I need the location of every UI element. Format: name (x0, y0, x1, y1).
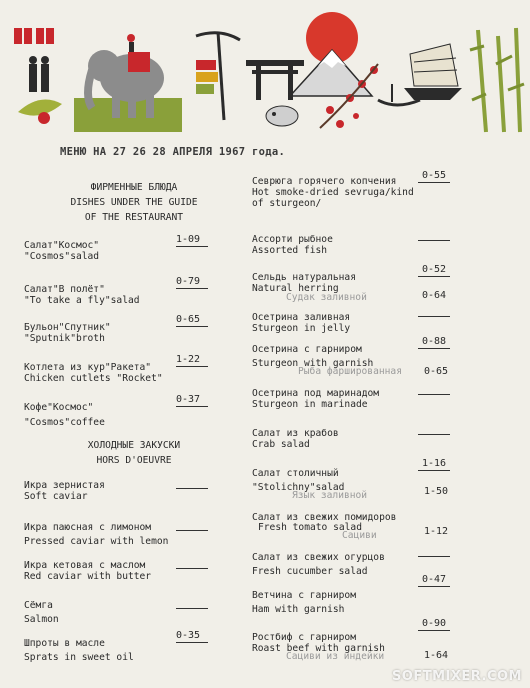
section-hors-doeuvre (24, 438, 244, 468)
section-title-en-1: DISHES UNDER THE GUIDE (70, 197, 198, 208)
menu-item: Осетрина с гарниром Sturgeon with garnish Рыба фаршированная 0-88 0-65 (252, 336, 449, 377)
menu-date-line: МЕНЮ НА 27 26 28 АПРЕЛЯ 1967 года. (60, 146, 286, 158)
price: 0-90 (422, 618, 447, 629)
price: 0-65 (424, 366, 449, 377)
menu-item: Икра паюсная с лимоном Pressed caviar with lemon (24, 522, 244, 547)
price: 0-79 (176, 276, 201, 287)
section-title-en: HORS D'OEUVRE (96, 455, 172, 466)
price: 0-52 (422, 264, 447, 275)
menu-item: Осетрина заливная Sturgeon in jelly (252, 312, 514, 334)
menu-item: Шпроты в масле Sprats in sweet oil 0-35 (24, 638, 244, 663)
price: 1-09 (176, 234, 201, 245)
menu-item: Котлета из кур"Ракета" Chicken cutlets "Rocket" 1-22 (24, 362, 244, 384)
menu-item: Ассорти рыбное Assorted fish (252, 234, 514, 256)
mountain-icon (290, 50, 372, 96)
menu-item: Салат из свежих огурцов Fresh cucumber salad (252, 552, 514, 577)
menu-item: Салат столичный "Stolichny"salad Язык заливной 1-16 1-50 (252, 458, 449, 501)
menu-item: Салат"Космос" "Cosmos"salad 1-09 (24, 240, 244, 262)
price: 1-16 (422, 458, 447, 469)
flags-icon (196, 60, 218, 94)
section-specialties (24, 180, 244, 225)
illustrated-banner (0, 0, 530, 140)
red-flag-icon (14, 28, 22, 44)
menu-item: Салат из свежих помидоров Fresh tomato salad Сациви 1-12 (252, 512, 449, 541)
bamboo-icon (470, 28, 524, 132)
figures-icon (29, 56, 49, 92)
price: 1-64 (424, 650, 449, 661)
menu-item: Ростбиф с гарниром Roast beef with garnish Сациви из индейки 0-90 1-64 (252, 618, 449, 662)
menu-item: Салат из крабов Crab salad (252, 428, 514, 450)
price: 0-55 (422, 170, 447, 181)
price: 0-47 (422, 574, 447, 585)
watermark: SOFTMIXER.COM (391, 669, 522, 684)
menu-item: Севрюга горячего копчения Hot smoke-dried sevruga/kind of sturgeon/ 0-55 (252, 176, 514, 209)
section-title-ru: ФИРМЕННЫЕ БЛЮДА (90, 182, 178, 193)
price: 1-12 (424, 526, 449, 537)
price: 1-50 (424, 486, 449, 497)
leaf-icon (18, 100, 62, 125)
menu-item: Кофе"Космос" "Cosmos"coffee 0-37 (24, 402, 244, 428)
section-title-ru: ХОЛОДНЫЕ ЗАКУСКИ (87, 440, 181, 451)
price: 1-22 (176, 354, 201, 365)
menu-item: Бульон"Спутник" "Sputnik"broth 0-65 (24, 322, 244, 344)
menu-item: Сёмга Salmon (24, 600, 244, 625)
menu-item: Сельдь натуральная Natural herring Судак заливной 0-52 0-64 (252, 272, 514, 303)
price: 0-37 (176, 394, 201, 405)
menu-item: Икра зернистая Soft caviar (24, 480, 244, 502)
menu-item: Икра кетовая с маслом Red caviar with butter (24, 560, 244, 582)
price: 0-64 (422, 290, 447, 301)
junk-ship-icon (404, 44, 462, 100)
price: 0-88 (422, 336, 447, 347)
section-title-en-2: OF THE RESTAURANT (84, 212, 184, 223)
menu-item: Ветчина с гарниром Ham with garnish 0-47 (252, 590, 514, 615)
price: 0-35 (176, 630, 201, 641)
menu-item: Осетрина под маринадом Sturgeon in marinade (252, 388, 514, 410)
menu-item: Салат"В полёт" "To take a fly"salad 0-79 (24, 284, 244, 306)
price: 0-65 (176, 314, 201, 325)
fish-icon (266, 106, 298, 126)
